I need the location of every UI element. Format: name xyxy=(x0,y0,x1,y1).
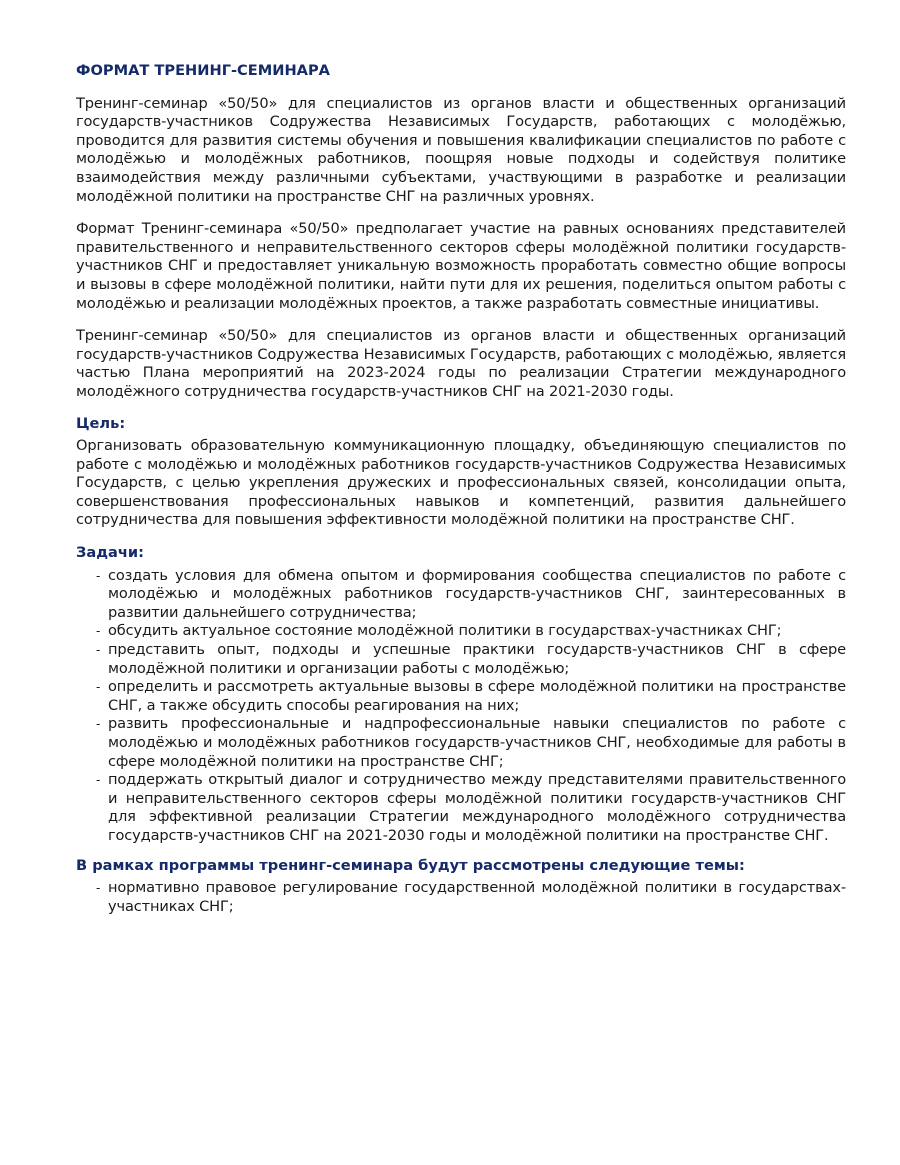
dash-bullet-icon: - xyxy=(96,680,101,695)
dash-bullet-icon: - xyxy=(96,643,101,658)
list-item xyxy=(96,622,846,641)
dash-bullet-icon: - xyxy=(96,624,101,639)
paragraph-intro: Тренинг-семинар «50/50» для специалистов из органов власти и общественных организаций государств-участников Содружества Независимых Государств, работающих с молодёжью, проводится для развития системы обучения и повышения квалификации специалистов по работе с молодёжью и молодёжных работников, поощряя новые подходы и содействуя политике взаимодействия между различными субъектами, участвующими в разработке и реализации молодёжной политики на пространстве СНГ на различных уровнях. xyxy=(76,94,846,205)
list-item-text: развить профессиональные и надпрофессиональные навыки специалистов по работе с молодёжью и молодёжных работников государств-участников СНГ, необходимые для работы в сфере молодёжной политики на пространстве СНГ; xyxy=(108,715,846,770)
list-item xyxy=(96,678,846,715)
dash-bullet-icon: - xyxy=(96,568,101,583)
goal-text: Организовать образовательную коммуникационную площадку, объединяющую специалистов по работе с молодёжью и молодёжных работников государств-участников Содружества Независимых Государств, с целью укрепления дружеских и профессиональных связей, консолидации опыта, совершенствования профессиональных навыков и компетенций, развития дальнейшего сотрудничества для повышения эффективности молодёжной политики на пространстве СНГ. xyxy=(76,437,846,529)
dash-bullet-icon: - xyxy=(96,717,101,732)
list-item xyxy=(96,641,846,678)
list-item-text: нормативно правовое регулирование государственной молодёжной политики в государствах-участниках СНГ; xyxy=(108,879,846,915)
dash-bullet-icon: - xyxy=(96,881,101,896)
document-page xyxy=(76,62,846,927)
list-item-text: поддержать открытый диалог и сотрудничество между представителями правительственного и неправительственного секторов сферы молодёжной политики государств-участников СНГ для эффективной реализации Стратегии международного молодёжного сотрудничества государств-участников СНГ на 2021-2030 годы и молодёжной политики на пространстве СНГ. xyxy=(108,771,846,844)
topics-heading: В рамках программы тренинг-семинара будут рассмотрены следующие темы: xyxy=(76,856,745,874)
paragraph-plan: Тренинг-семинар «50/50» для специалистов из органов власти и общественных организаций государств-участников Содружества Независимых Государств, работающих с молодёжью, является частью Плана мероприятий на 2023-2024 годы по реализации Стратегии международного молодёжного сотрудничества государств-участников СНГ на 2021-2030 годы. xyxy=(76,327,846,400)
list-item xyxy=(96,566,846,623)
list-item xyxy=(96,715,846,771)
tasks-heading: Задачи: xyxy=(76,544,144,562)
paragraph-format: Формат Тренинг-семинара «50/50» предполагает участие на равных основаниях представителей правительственного и неправительственного секторов сферы молодёжной политики государств-участников СНГ и предоставляет уникальную возможность проработать совместно общие вопросы и вызовы в сфере молодёжной политики, найти пути для их решения, поделиться опытом работы с молодёжью и реализации молодёжных проектов, а также разработать совместные инициативы. xyxy=(76,220,846,312)
list-item-text: создать условия для обмена опытом и формирования сообщества специалистов по работе с молодёжью и молодёжных работников государств-участников СНГ, заинтересованных в развитии дальнейшего сотрудничества; xyxy=(108,566,846,621)
list-item-text: определить и рассмотреть актуальные вызовы в сфере молодёжной политики на пространстве СНГ, а также обсудить способы реагирования на них; xyxy=(108,678,846,714)
topics-list xyxy=(76,879,846,916)
goal-heading: Цель: xyxy=(76,414,126,432)
list-item xyxy=(96,771,846,845)
dash-bullet-icon: - xyxy=(96,773,101,788)
list-item xyxy=(96,879,846,916)
list-item-text: представить опыт, подходы и успешные практики государств-участников СНГ в сфере молодёжной политики и организации работы с молодёжью; xyxy=(108,641,846,677)
tasks-list xyxy=(76,567,846,846)
list-item-text: обсудить актуальное состояние молодёжной политики в государствах-участниках СНГ; xyxy=(108,622,782,640)
section-title: ФОРМАТ ТРЕНИНГ-СЕМИНАРА xyxy=(76,62,330,79)
